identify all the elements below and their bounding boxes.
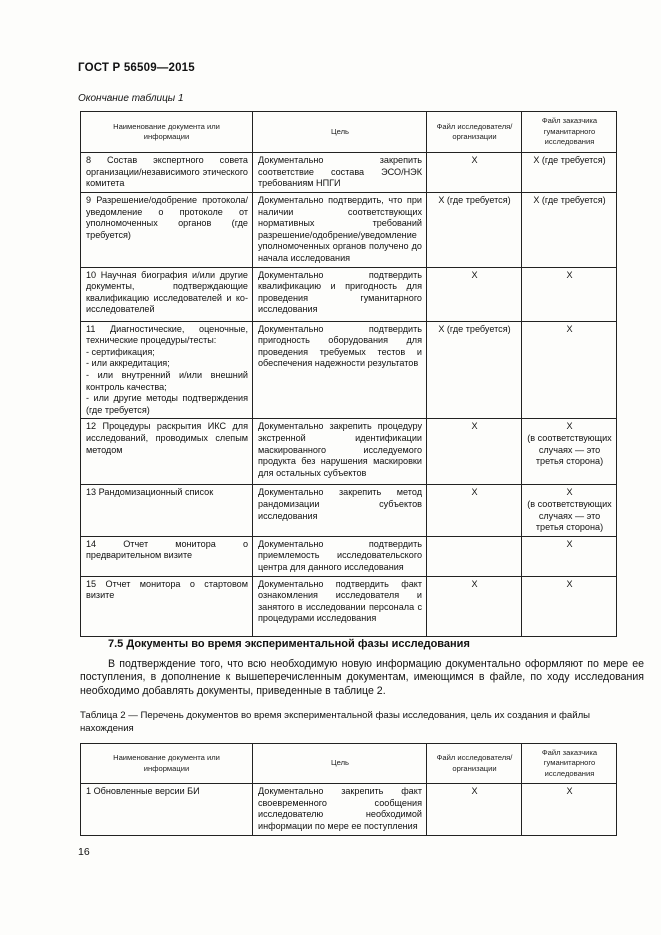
- investigator-file-cell: X: [427, 784, 522, 836]
- table2-header-investigator-file: Файл исследователя/ организации: [427, 744, 522, 784]
- table-row: [81, 267, 617, 321]
- table2: [80, 743, 617, 836]
- table-row: [81, 193, 617, 268]
- table-row: [81, 784, 617, 836]
- investigator-file-cell: X (где требуется): [427, 321, 522, 419]
- table1-header-name: Наименование документа или информации: [81, 112, 253, 153]
- investigator-file-cell: X (где требуется): [427, 193, 522, 268]
- table1-header-row: [81, 112, 617, 153]
- table2-body: [81, 784, 617, 836]
- investigator-file-cell: X: [427, 267, 522, 321]
- table2-header-goal: Цель: [253, 744, 427, 784]
- doc-name-cell: 14 Отчет монитора о предварительном визите: [81, 536, 253, 576]
- sponsor-file-cell: X: [522, 536, 617, 576]
- table1-caption: Окончание таблицы 1: [78, 93, 184, 104]
- sponsor-file-cell: X: [522, 321, 617, 419]
- investigator-file-cell: X: [427, 419, 522, 485]
- sponsor-file-cell: X: [522, 267, 617, 321]
- goal-cell: Документально подтвердить пригодность оборудования для проведения требуемых тестов и обеспечения надежности результатов: [253, 321, 427, 419]
- table-row: [81, 536, 617, 576]
- goal-cell: Документально подтвердить приемлемость исследовательского центра для данного исследования: [253, 536, 427, 576]
- sponsor-file-cell: X (где требуется): [522, 153, 617, 193]
- goal-cell: Документально закрепить процедуру экстренной идентификации маскированного исследуемого продукта без нарушения маскировки для остальных субъектов: [253, 419, 427, 485]
- table-row: [81, 321, 617, 419]
- goal-cell: Документально подтвердить факт ознакомления исследователя и занятого в исследовании персонала с процедурами исследования: [253, 576, 427, 636]
- table1-header-goal: Цель: [253, 112, 427, 153]
- sponsor-file-cell: X (в соответствующих случаях — это третья сторона): [522, 485, 617, 536]
- goal-cell: Документально закрепить факт своевременного сообщения исследователю необходимой информации по мере ее поступления: [253, 784, 427, 836]
- table1-body: [81, 153, 617, 637]
- doc-name-cell: 8 Состав экспертного совета организации/независимого этического комитета: [81, 153, 253, 193]
- goal-cell: Документально подтвердить, что при наличии соответствующих нормативных требований разрешение/одобрение/уведомление уполномоченных органов получено до начала исследования: [253, 193, 427, 268]
- sponsor-file-cell: X (где требуется): [522, 193, 617, 268]
- doc-name-cell: 9 Разрешение/одобрение протокола/уведомление о протоколе от уполномоченных органов (где требуется): [81, 193, 253, 268]
- sponsor-file-cell: X: [522, 576, 617, 636]
- investigator-file-cell: X: [427, 485, 522, 536]
- table2-header-sponsor-file: Файл заказчика гуманитарного исследования: [522, 744, 617, 784]
- sponsor-file-cell: X (в соответствующих случаях — это третья сторона): [522, 419, 617, 485]
- goal-cell: Документально закрепить метод рандомизации субъектов исследования: [253, 485, 427, 536]
- table2-header-row: [81, 744, 617, 784]
- investigator-file-cell: X: [427, 576, 522, 636]
- doc-name-cell: 10 Научная биография и/или другие документы, подтверждающие квалификацию исследователей и ко-исследователей: [81, 267, 253, 321]
- document-code: ГОСТ Р 56509—2015: [78, 62, 195, 74]
- section-title: 7.5 Документы во время экспериментальной фазы исследования: [108, 638, 470, 650]
- goal-cell: Документально подтвердить квалификацию и пригодность для проведения гуманитарного исследования: [253, 267, 427, 321]
- goal-cell: Документально закрепить соответствие состава ЭСО/НЭК требованиям НПГИ: [253, 153, 427, 193]
- section-paragraph: В подтверждение того, что всю необходимую новую информацию документально оформляют по мере ее поступления, в дополнение к вышеперечисленным документам, имеющимся в файле, по ходу исследования необходимо добавлять документы, приведенные в таблице 2.: [80, 658, 644, 697]
- table-row: [81, 153, 617, 193]
- table1-header-sponsor-file: Файл заказчика гуманитарного исследования: [522, 112, 617, 153]
- table2-header-name: Наименование документа или информации: [81, 744, 253, 784]
- doc-name-cell: 12 Процедуры раскрытия ИКС для исследований, проводимых слепым методом: [81, 419, 253, 485]
- doc-name-cell: 15 Отчет монитора о стартовом визите: [81, 576, 253, 636]
- table-row: [81, 576, 617, 636]
- doc-name-cell: 13 Рандомизационный список: [81, 485, 253, 536]
- doc-name-cell: 1 Обновленные версии БИ: [81, 784, 253, 836]
- table-row: [81, 419, 617, 485]
- doc-name-cell: 11 Диагностические, оценочные, технические процедуры/тесты: - сертификация; - или аккредитация; - или внутренний и/или внешний контроль качества; - или другие методы подтверждения (где требуется): [81, 321, 253, 419]
- table1-header-investigator-file: Файл исследователя/ организации: [427, 112, 522, 153]
- table-row: [81, 485, 617, 536]
- table1: [80, 111, 617, 637]
- investigator-file-cell: X: [427, 153, 522, 193]
- table2-caption: Таблица 2 — Перечень документов во время экспериментальной фазы исследования, цель их создания и файлы нахождения: [80, 710, 591, 734]
- page-number: 16: [78, 846, 90, 858]
- sponsor-file-cell: X: [522, 784, 617, 836]
- investigator-file-cell: [427, 536, 522, 576]
